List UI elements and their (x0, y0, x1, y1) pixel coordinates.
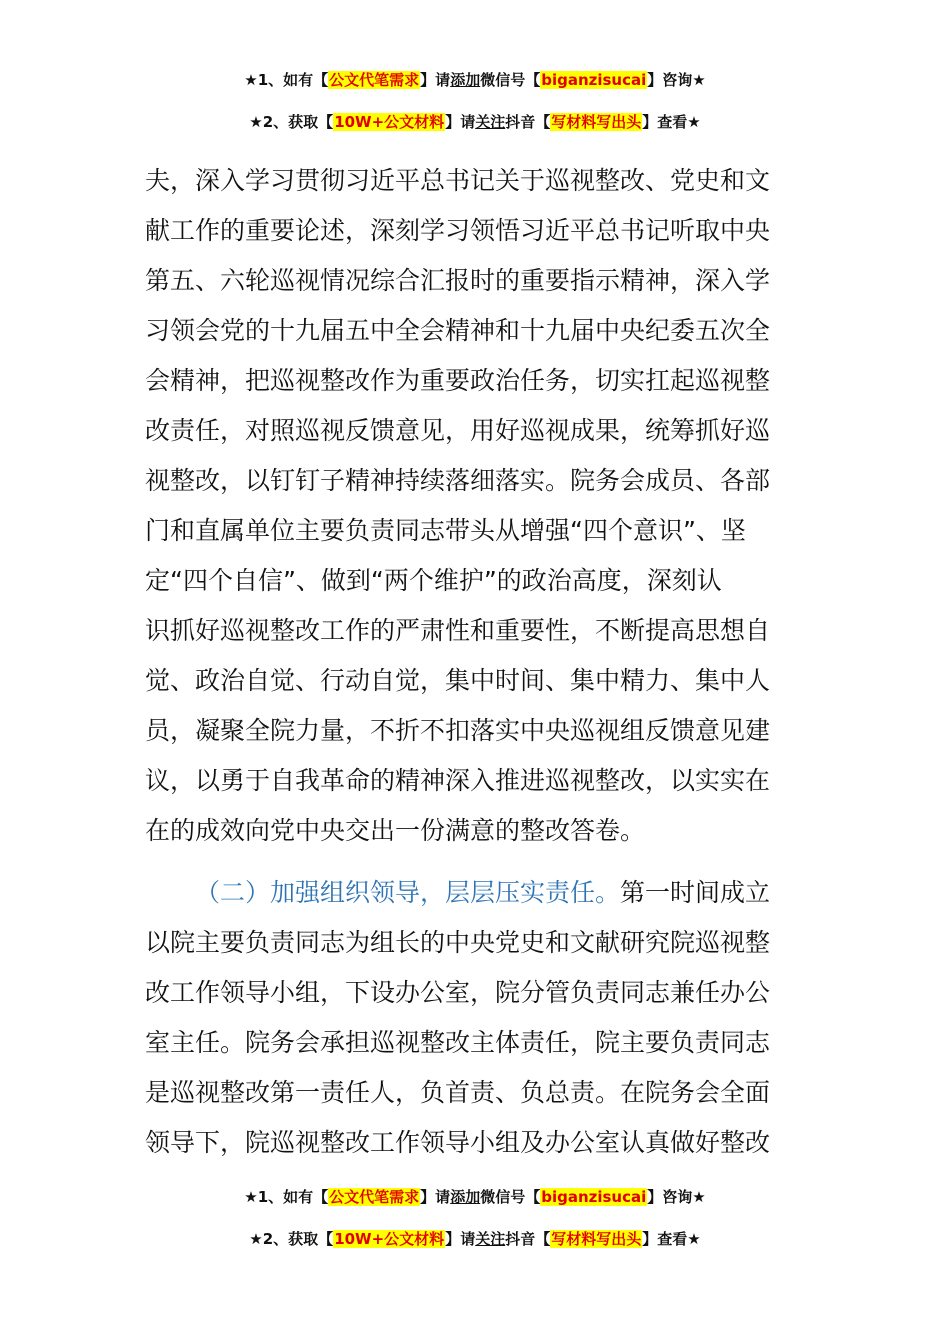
text-line: 第五、六轮巡视情况综合汇报时的重要指示精神，深入学 (145, 266, 771, 295)
text-line: 领导下，院巡视整改工作领导小组及办公室认真做好整改 (145, 1128, 771, 1157)
section-heading: （二）加强组织领导，层层压实责任。 (195, 878, 621, 907)
banner-text: 】请 (420, 1188, 451, 1206)
banner-text: ★2、获取【 (249, 113, 334, 131)
text-line: 以院主要负责同志为组长的中央党史和文献研究院巡视整 (145, 928, 771, 957)
banner-highlight: biganzisucai (541, 1188, 647, 1206)
header-banner-line-2 (0, 111, 950, 133)
banner-text: 微信号【 (480, 71, 541, 89)
banner-text: 】请 (420, 71, 451, 89)
banner-text: ★1、如有【 (244, 71, 329, 89)
banner-text: 微信号【 (480, 1188, 541, 1206)
banner-highlight: 10W+公文材料 (334, 1230, 445, 1248)
text-line: 改责任，对照巡视反馈意见，用好巡视成果，统筹抓好巡 (145, 416, 771, 445)
text-line: 室主任。院务会承担巡视整改主体责任，院主要负责同志 (145, 1028, 771, 1057)
paragraph-2 (145, 868, 810, 1168)
text-line-first (145, 868, 810, 918)
text-line-rest: 第一时间成立 (620, 878, 771, 907)
text-line: 觉、政治自觉、行动自觉，集中时间、集中精力、集中人 (145, 666, 771, 695)
banner-underline: 添加 (450, 1188, 481, 1206)
banner-highlight: 10W+公文材料 (334, 113, 445, 131)
text-line: 习领会党的十九届五中全会精神和十九届中央纪委五次全 (145, 316, 771, 345)
banner-text: 】请 (445, 1230, 476, 1248)
text-line: 改工作领导小组，下设办公室，院分管负责同志兼任办公 (145, 978, 771, 1007)
banner-text: 抖音【 (505, 1230, 551, 1248)
banner-text: ★2、获取【 (249, 1230, 334, 1248)
banner-highlight: biganzisucai (541, 71, 647, 89)
text-line: 献工作的重要论述，深刻学习领悟习近平总书记听取中央 (145, 216, 771, 245)
banner-highlight: 写材料写出头 (551, 1230, 642, 1248)
banner-highlight: 写材料写出头 (551, 113, 642, 131)
banner-text: 抖音【 (505, 113, 551, 131)
footer-banner-line-1 (0, 1186, 950, 1208)
text-line: 员，凝聚全院力量，不折不扣落实中央巡视组反馈意见建 (145, 716, 771, 745)
footer-banner-line-2 (0, 1228, 950, 1250)
text-line: 议，以勇于自我革命的精神深入推进巡视整改，以实实在 (145, 766, 771, 795)
banner-underline: 关注 (475, 1230, 506, 1248)
text-line: 识抓好巡视整改工作的严肃性和重要性，不断提高思想自 (145, 616, 771, 645)
text-line: 在的成效向党中央交出一份满意的整改答卷。 (145, 816, 646, 845)
text-line: 是巡视整改第一责任人，负首责、负总责。在院务会全面 (145, 1078, 771, 1107)
banner-text: ★1、如有【 (244, 1188, 329, 1206)
banner-underline: 关注 (475, 113, 506, 131)
text-line: 夫，深入学习贯彻习近平总书记关于巡视整改、党史和文 (145, 166, 771, 195)
text-line: 门和直属单位主要负责同志带头从增强“四个意识”、坚 (145, 516, 746, 545)
banner-underline: 添加 (450, 71, 481, 89)
banner-text: 】查看★ (642, 1230, 701, 1248)
banner-text: 】请 (445, 113, 476, 131)
text-line: 视整改，以钉钉子精神持续落细落实。院务会成员、各部 (145, 466, 771, 495)
paragraph-1 (145, 156, 810, 856)
text-line: 会精神，把巡视整改作为重要政治任务，切实扛起巡视整 (145, 366, 771, 395)
banner-highlight: 公文代笔需求 (329, 71, 420, 89)
banner-highlight: 公文代笔需求 (329, 1188, 420, 1206)
text-line: 定“四个自信”、做到“两个维护”的政治高度，深刻认 (145, 566, 722, 595)
banner-text: 】查看★ (642, 113, 701, 131)
header-banner-line-1 (0, 69, 950, 91)
banner-text: 】咨询★ (647, 1188, 706, 1206)
banner-text: 】咨询★ (647, 71, 706, 89)
